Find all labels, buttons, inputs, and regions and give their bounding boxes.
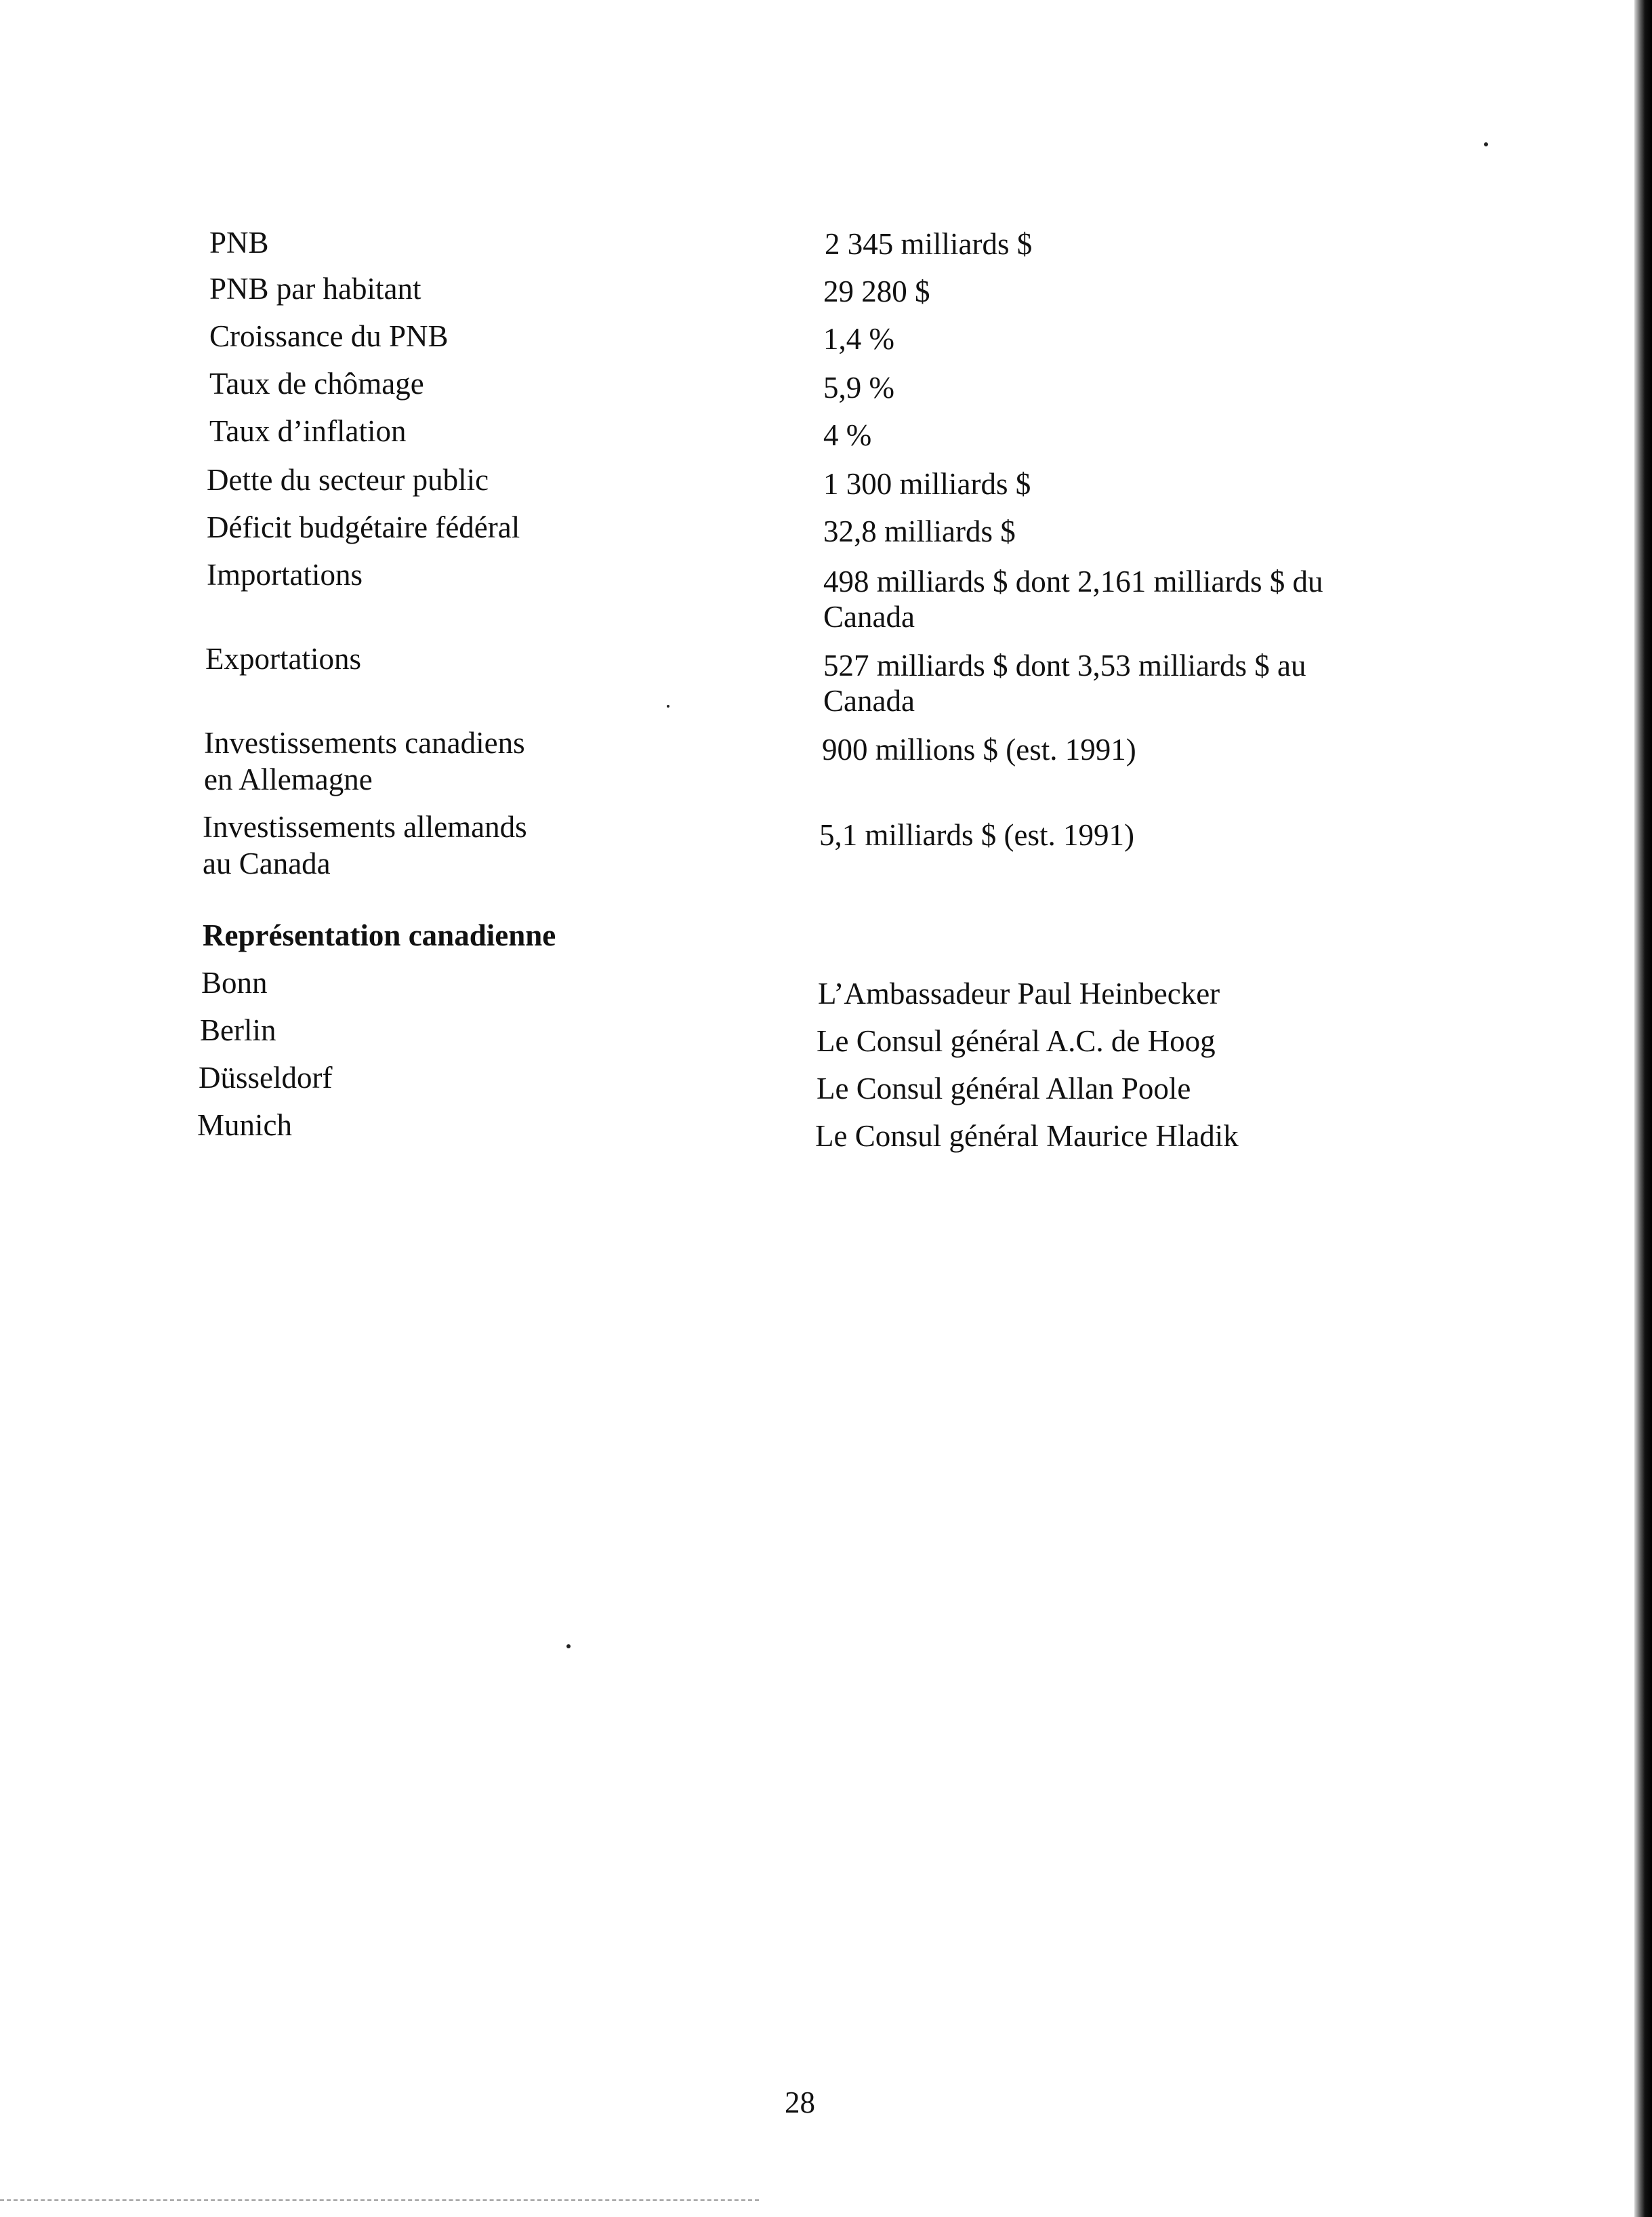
rep-person-bonn: L’Ambassadeur Paul Heinbecker — [818, 977, 1220, 1011]
stat-value-exports-line1: 527 milliards $ dont 3,53 milliards $ au — [823, 649, 1306, 683]
scan-speck — [667, 705, 669, 708]
stat-value-exports-line2: Canada — [823, 684, 915, 718]
rep-person-berlin: Le Consul général A.C. de Hoog — [817, 1024, 1216, 1058]
binding-edge — [1634, 0, 1652, 2217]
rep-person-munich: Le Consul général Maurice Hladik — [815, 1119, 1239, 1153]
stat-value-imports-line2: Canada — [823, 600, 915, 634]
stat-value-cdn-investment: 900 millions $ (est. 1991) — [822, 733, 1136, 767]
stat-value-gnp-growth: 1,4 % — [823, 322, 894, 356]
rep-city-dusseldorf: Düsseldorf — [199, 1061, 333, 1095]
stat-label-cdn-investment-line1: Investissements canadiens — [204, 726, 525, 760]
stat-value-unemployment: 5,9 % — [823, 371, 894, 405]
scan-speck — [1484, 142, 1488, 146]
stat-label-inflation: Taux d’inflation — [209, 414, 407, 448]
stat-label-de-investment-line2: au Canada — [203, 847, 331, 880]
stat-label-unemployment: Taux de chômage — [209, 367, 424, 401]
stat-label-de-investment-line1: Investissements allemands — [203, 810, 527, 844]
stat-value-pnb: 2 345 milliards $ — [825, 227, 1033, 261]
stat-label-pnb-per-capita: PNB par habitant — [209, 272, 421, 306]
stat-label-imports: Importations — [207, 558, 363, 592]
rep-city-bonn: Bonn — [201, 966, 268, 1000]
scan-speck — [566, 1644, 571, 1648]
stat-label-pnb: PNB — [209, 226, 269, 260]
stat-label-cdn-investment-line2: en Allemagne — [204, 762, 373, 796]
representation-heading: Représentation canadienne — [203, 918, 556, 952]
stat-value-inflation: 4 % — [823, 418, 872, 452]
stat-label-exports: Exportations — [205, 642, 361, 676]
rep-city-munich: Munich — [197, 1108, 292, 1142]
bottom-rule — [0, 2199, 759, 2201]
stat-label-gnp-growth: Croissance du PNB — [209, 319, 449, 353]
stat-value-de-investment: 5,1 milliards $ (est. 1991) — [819, 818, 1134, 852]
stat-label-public-debt: Dette du secteur public — [207, 463, 489, 497]
stat-label-federal-deficit: Déficit budgétaire fédéral — [207, 510, 520, 544]
page-number: 28 — [785, 2086, 815, 2119]
stat-value-public-debt: 1 300 milliards $ — [823, 467, 1031, 501]
stat-value-pnb-per-capita: 29 280 $ — [823, 274, 930, 308]
rep-person-dusseldorf: Le Consul général Allan Poole — [817, 1072, 1191, 1105]
stat-value-federal-deficit: 32,8 milliards $ — [823, 514, 1016, 548]
stat-value-imports-line1: 498 milliards $ dont 2,161 milliards $ du — [823, 565, 1323, 598]
rep-city-berlin: Berlin — [200, 1013, 276, 1047]
